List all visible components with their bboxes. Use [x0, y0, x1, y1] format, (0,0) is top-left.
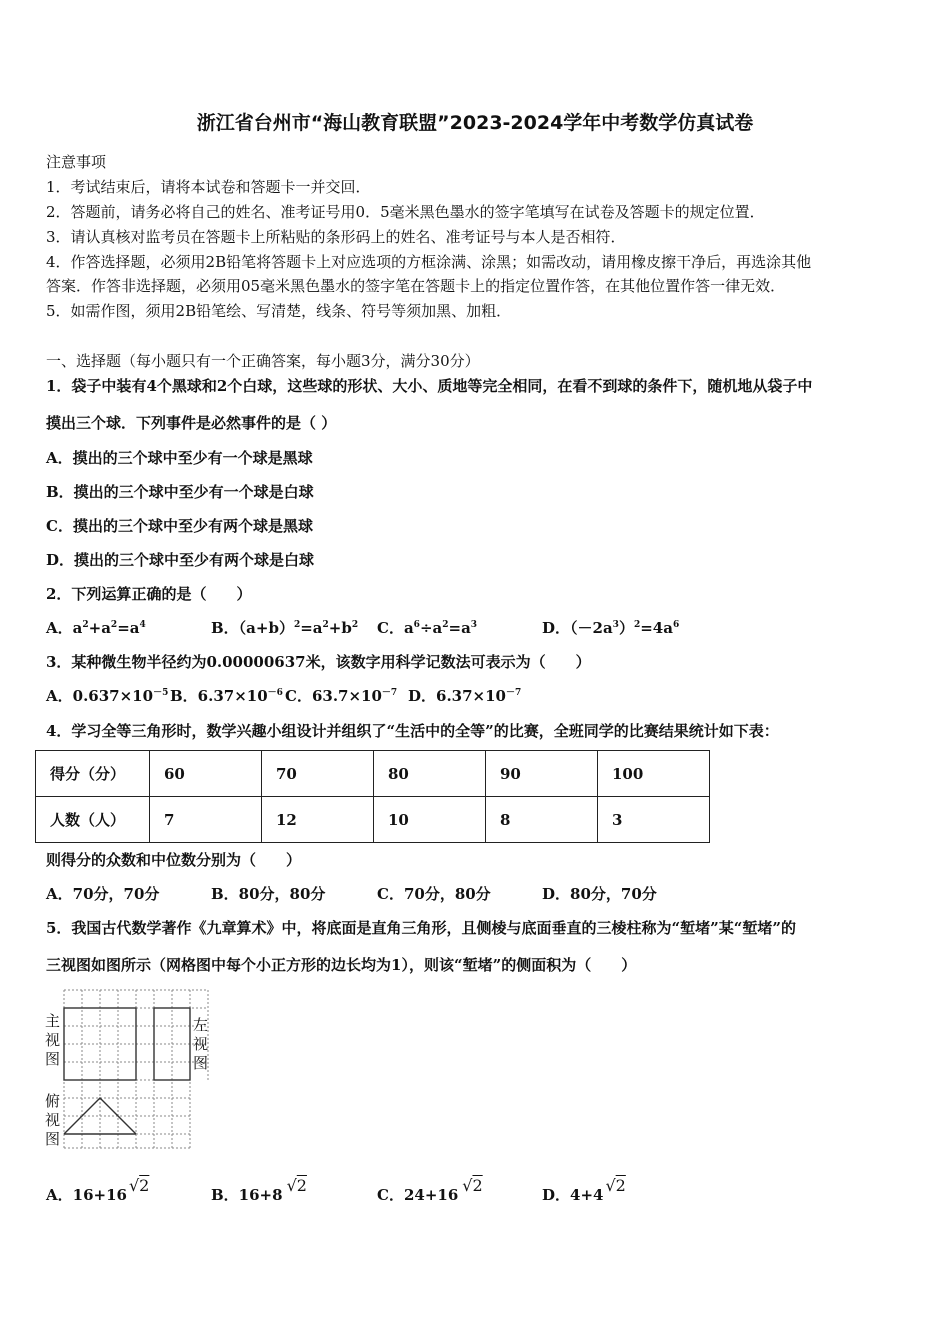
q4-option-b: B．80分，80分	[211, 885, 326, 903]
q5-stem-cont: 三视图如图所示（网格图中每个小正方形的边长均为1），则该“堑堵”的侧面积为（ ）	[46, 956, 637, 974]
q1-stem-cont: 摸出三个球．下列事件是必然事件的是（ ）	[46, 414, 337, 432]
side-view-label: 左 视 图	[193, 1016, 209, 1072]
q4-option-a: A．70分，70分	[46, 885, 160, 903]
q2-option-c: C．$a^6\div a^2=a^3$	[377, 619, 478, 637]
q2-option-a: A．$a^2+a^2=a^4$	[46, 619, 146, 637]
notice-item: 4．作答选择题，必须用2B铅笔将答题卡上对应选项的方框涂满、涂黑；如需改动，请用橡皮擦干净后，再选涂其他	[46, 253, 812, 271]
table-cell: 90	[486, 751, 598, 797]
radicand: 2	[615, 1176, 626, 1195]
q4-option-c: C．70分，80分	[377, 885, 491, 903]
q2-option-b: B．$(a+b)^2=a^2+b^2$	[211, 619, 359, 637]
table-row	[36, 751, 710, 797]
q1-stem: 1．袋子中装有4个黑球和2个白球，这些球的形状、大小、质地等完全相同，在看不到球的条件下，随机地从袋子中	[46, 377, 813, 395]
q2-option-d: D．$(-2a^3)^2=4a^6$	[542, 619, 680, 637]
table-cell: 得分（分）	[36, 751, 150, 797]
score-table	[35, 750, 710, 843]
table-cell: 人数（人）	[36, 797, 150, 843]
notice-item: 5．如需作图，须用2B铅笔绘、写清楚，线条、符号等须加黑、加粗．	[46, 302, 512, 320]
table-row	[36, 797, 710, 843]
table-cell: 8	[486, 797, 598, 843]
page-title: 浙江省台州市“海山教育联盟”2023-2024学年中考数学仿真试卷	[196, 112, 754, 134]
q5-option-d: D．4+4 √2	[542, 1176, 626, 1204]
q4-option-d: D．80分，70分	[542, 885, 657, 903]
top-view-label: 俯 视 图	[45, 1092, 61, 1148]
notice-item: 3．请认真核对监考员在答题卡上所粘贴的条形码上的姓名、准考证号与本人是否相符．	[46, 228, 626, 246]
q1-option-a: A．摸出的三个球中至少有一个球是黑球	[46, 449, 313, 467]
q3-option-b: B．$6.37\times 10^{-6}$	[170, 687, 283, 705]
notice-item: 1．考试结束后，请将本试卷和答题卡一并交回．	[46, 178, 371, 196]
q5-option-a: A．16+16 √2	[46, 1176, 150, 1204]
radicand: 2	[296, 1176, 307, 1195]
q5-option-c: C．24+16 √2	[377, 1176, 483, 1204]
q3-option-a: A．$0.637\times 10^{-5}$	[46, 687, 169, 705]
q1-option-b: B．摸出的三个球中至少有一个球是白球	[46, 483, 314, 501]
table-cell: 10	[374, 797, 486, 843]
notice-heading: 注意事项	[46, 153, 107, 171]
table-cell: 7	[150, 797, 262, 843]
radicand: 2	[472, 1176, 483, 1195]
q1-option-c: C．摸出的三个球中至少有两个球是黑球	[46, 517, 313, 535]
q3-stem: 3．某种微生物半径约为0.00000637米，该数字用科学记数法可表示为（ ）	[46, 653, 591, 671]
q3-option-c: C．$63.7\times 10^{-7}$	[285, 687, 398, 705]
table-cell: 80	[374, 751, 486, 797]
section-heading: 一、选择题（每小题只有一个正确答案，每小题3分，满分30分）	[46, 352, 480, 370]
q4-question: 则得分的众数和中位数分别为（ ）	[46, 851, 302, 869]
radicand: 2	[139, 1176, 150, 1195]
table-cell: 70	[262, 751, 374, 797]
table-cell: 100	[598, 751, 710, 797]
q2-stem: 2．下列运算正确的是（ ）	[46, 585, 252, 603]
table-cell: 3	[598, 797, 710, 843]
q3-option-d: D．$6.37\times 10^{-7}$	[408, 687, 522, 705]
q5-stem: 5．我国古代数学著作《九章算术》中，将底面是直角三角形，且侧棱与底面垂直的三棱柱称为“堑堵”某“堑堵”的	[46, 919, 796, 937]
front-view-label: 主 视 图	[45, 1012, 61, 1068]
q4-stem: 4．学习全等三角形时，数学兴趣小组设计并组织了“生活中的全等”的比赛，全班同学的比赛结果统计如下表：	[46, 722, 779, 740]
notice-item: 答案．作答非选择题，必须用05毫米黑色墨水的签字笔在答题卡上的指定位置作答，在其他位置作答一律无效．	[46, 277, 786, 295]
notice-item: 2．答题前，请务必将自己的姓名、准考证号用0．5毫米黑色墨水的签字笔填写在试卷及答题卡的规定位置．	[46, 203, 765, 221]
table-cell: 12	[262, 797, 374, 843]
table-cell: 60	[150, 751, 262, 797]
q1-option-d: D．摸出的三个球中至少有两个球是白球	[46, 551, 315, 569]
q5-option-b: B．16+8 √2	[211, 1176, 307, 1204]
